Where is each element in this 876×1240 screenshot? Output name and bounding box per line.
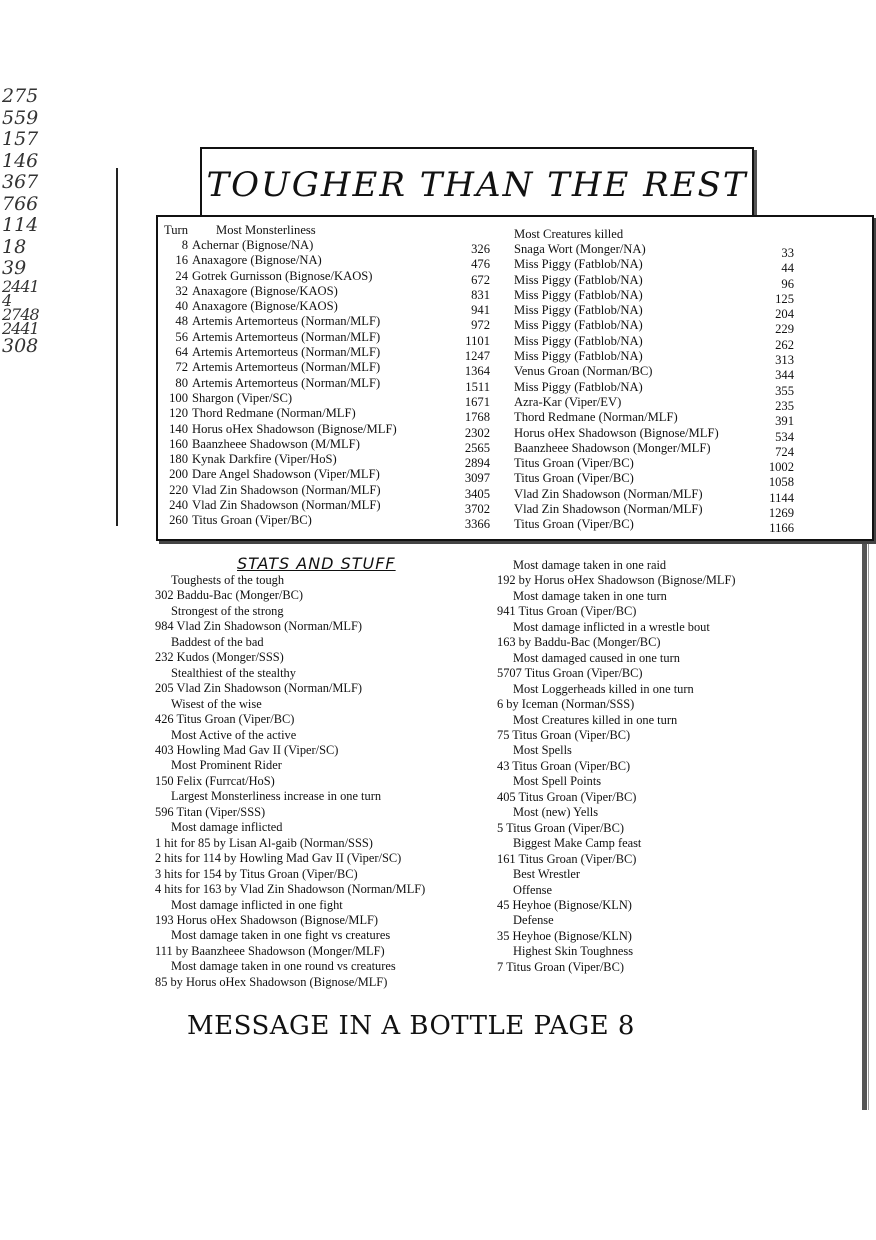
row-creatures-killer: Azra-Kar (Viper/EV) xyxy=(514,394,622,409)
row-creatures-killer: Miss Piggy (Fatblob/NA) xyxy=(514,379,643,394)
row-monsterliness-name: Thord Redmane (Norman/MLF) xyxy=(192,406,356,421)
row-creatures-count: 229 xyxy=(775,322,794,337)
stat-category: Most damage taken in one raid xyxy=(513,558,667,572)
row-monsterliness-name: Gotrek Gurnisson (Bignose/KAOS) xyxy=(192,268,373,283)
row-monsterliness-name: Anaxagore (Bignose/KAOS) xyxy=(192,283,338,298)
stat-record: 192 by Horus oHex Shadowson (Bignose/MLF) xyxy=(497,573,736,588)
row-creatures-killer: Miss Piggy (Fatblob/NA) xyxy=(514,318,643,333)
row-monsterliness-name: Anaxagore (Bignose/KAOS) xyxy=(192,299,338,314)
stat-category: Highest Skin Toughness xyxy=(513,944,634,959)
stat-category: Most Creatures killed in one turn xyxy=(513,712,678,727)
margin-note: 157 xyxy=(2,128,39,150)
row-monsterliness-value: 1671 xyxy=(464,394,490,409)
stat-category: Largest Monsterliness increase in one turn xyxy=(171,789,382,804)
row-creatures-count: 344 xyxy=(775,368,794,383)
stat-record: 426 Titus Groan (Viper/BC) xyxy=(155,712,295,727)
row-monsterliness-name: Achernar (Bignose/NA) xyxy=(192,238,314,252)
stat-record: 5 Titus Groan (Viper/BC) xyxy=(497,820,624,835)
stat-category: Strongest of the strong xyxy=(171,603,284,618)
row-turn: 16 xyxy=(175,253,188,268)
stat-category: Most damage inflicted in one fight xyxy=(171,897,343,912)
row-creatures-killer: Baanzheee Shadowson (Monger/MLF) xyxy=(514,440,711,455)
stat-category: Biggest Make Camp feast xyxy=(513,836,642,851)
margin-note: 308 xyxy=(2,334,39,357)
stat-record: 205 Vlad Zin Shadowson (Norman/MLF) xyxy=(155,681,362,696)
stat-record: 193 Horus oHex Shadowson (Bignose/MLF) xyxy=(155,912,379,927)
stat-category: Baddest of the bad xyxy=(171,634,264,649)
row-turn: 120 xyxy=(169,406,188,421)
row-turn: 260 xyxy=(169,513,188,528)
row-monsterliness-name: Artemis Artemorteus (Norman/MLF) xyxy=(192,314,381,329)
row-creatures-killer: Titus Groan (Viper/BC) xyxy=(514,471,634,486)
stat-category: Most damage taken in one turn xyxy=(513,588,667,603)
stat-record: 161 Titus Groan (Viper/BC) xyxy=(497,851,637,866)
row-creatures-count: 1058 xyxy=(768,475,794,490)
row-monsterliness-name: Baanzheee Shadowson (M/MLF) xyxy=(192,436,360,451)
row-creatures-killer: Horus oHex Shadowson (Bignose/MLF) xyxy=(514,425,719,440)
stat-record: 163 by Baddu-Bac (Monger/BC) xyxy=(497,635,661,650)
row-creatures-killer: Snaga Wort (Monger/NA) xyxy=(514,242,646,256)
records-table xyxy=(156,215,874,541)
stat-record: 3 hits for 154 by Titus Groan (Viper/BC) xyxy=(155,866,358,881)
row-turn: 180 xyxy=(169,452,188,467)
margin-note: 18 xyxy=(2,235,27,258)
row-creatures-count: 235 xyxy=(775,398,794,413)
row-monsterliness-name: Artemis Artemorteus (Norman/MLF) xyxy=(192,329,381,344)
margin-note: 2441 xyxy=(2,276,39,296)
row-turn: 240 xyxy=(169,498,188,513)
stat-category: Most Loggerheads killed in one turn xyxy=(513,681,694,696)
stats-left-column xyxy=(155,573,425,990)
stat-category: Most Active of the active xyxy=(171,727,297,742)
row-monsterliness-value: 3097 xyxy=(464,471,490,486)
margin-note: 367 xyxy=(2,171,39,193)
row-monsterliness-value: 972 xyxy=(471,318,490,333)
stat-record: 45 Heyhoe (Bignose/KLN) xyxy=(497,897,632,912)
row-creatures-killer: Miss Piggy (Fatblob/NA) xyxy=(514,349,643,364)
row-creatures-count: 125 xyxy=(775,291,794,306)
row-monsterliness-name: Titus Groan (Viper/BC) xyxy=(192,513,312,528)
stat-record: 85 by Horus oHex Shadowson (Bignose/MLF) xyxy=(155,974,388,989)
stat-category: Most Spells xyxy=(513,743,572,758)
row-monsterliness-name: Artemis Artemorteus (Norman/MLF) xyxy=(192,360,381,375)
row-turn: 140 xyxy=(169,421,188,436)
row-creatures-killer: Titus Groan (Viper/BC) xyxy=(514,456,634,471)
row-monsterliness-name: Artemis Artemorteus (Norman/MLF) xyxy=(192,345,381,360)
margin-note: 2748 xyxy=(2,304,39,324)
row-monsterliness-value: 1101 xyxy=(465,333,490,348)
stat-record: 150 Felix (Furrcat/HoS) xyxy=(155,773,275,788)
stat-category: Toughests of the tough xyxy=(171,573,285,587)
margin-note: 766 xyxy=(2,192,39,215)
row-creatures-killer: Venus Groan (Norman/BC) xyxy=(514,364,653,379)
row-creatures-killer: Vlad Zin Shadowson (Norman/MLF) xyxy=(514,486,703,501)
row-turn: 40 xyxy=(175,299,188,314)
row-monsterliness-value: 3702 xyxy=(464,502,490,517)
row-monsterliness-value: 2565 xyxy=(464,440,490,455)
stat-category: Wisest of the wise xyxy=(171,696,262,711)
turn-column xyxy=(164,238,188,529)
row-creatures-count: 313 xyxy=(775,353,794,368)
row-turn: 8 xyxy=(181,238,188,252)
monsterliness-name-column xyxy=(192,238,492,529)
row-monsterliness-value: 3366 xyxy=(464,517,490,532)
stat-record: 2 hits for 114 by Howling Mad Gav II (Viper/SC) xyxy=(155,851,402,866)
stat-record: 403 Howling Mad Gav II (Viper/SC) xyxy=(155,742,339,757)
row-creatures-count: 355 xyxy=(775,383,794,398)
row-monsterliness-value: 326 xyxy=(471,242,490,256)
row-creatures-killer: Miss Piggy (Fatblob/NA) xyxy=(514,257,643,272)
stat-category: Most damage taken in one round vs creatures xyxy=(171,959,396,974)
stat-record: 6 by Iceman (Norman/SSS) xyxy=(497,697,635,712)
row-monsterliness-value: 2302 xyxy=(464,425,490,440)
row-creatures-killer: Vlad Zin Shadowson (Norman/MLF) xyxy=(514,502,703,517)
row-creatures-killer: Miss Piggy (Fatblob/NA) xyxy=(514,303,643,318)
row-monsterliness-name: Kynak Darkfire (Viper/HoS) xyxy=(192,452,337,467)
stat-category: Most damage inflicted in a wrestle bout xyxy=(513,619,710,634)
row-monsterliness-value: 3405 xyxy=(464,486,490,501)
title-banner xyxy=(200,147,754,223)
row-creatures-killer: Miss Piggy (Fatblob/NA) xyxy=(514,333,643,348)
row-monsterliness-value: 476 xyxy=(471,257,490,272)
stat-category: Most damage inflicted xyxy=(171,820,283,835)
row-monsterliness-value: 1768 xyxy=(464,410,490,425)
stats-right-column xyxy=(497,558,736,975)
stat-record: 302 Baddu-Bac (Monger/BC) xyxy=(155,588,303,603)
row-creatures-count: 1166 xyxy=(769,521,794,536)
page-title: TOUGHER THAN THE REST xyxy=(206,165,748,205)
stat-record: 43 Titus Groan (Viper/BC) xyxy=(497,758,631,773)
margin-note: 2441 xyxy=(2,318,39,338)
stat-record: 596 Titan (Viper/SSS) xyxy=(155,804,266,819)
row-monsterliness-name: Artemis Artemorteus (Norman/MLF) xyxy=(192,375,381,390)
stat-category: Most damaged caused in one turn xyxy=(513,650,680,665)
row-creatures-count: 1269 xyxy=(768,506,794,521)
row-monsterliness-value: 1364 xyxy=(464,364,490,379)
stat-record: 232 Kudos (Monger/SSS) xyxy=(155,650,284,665)
row-creatures-count: 33 xyxy=(781,246,794,260)
stat-category: Offense xyxy=(513,882,552,897)
row-turn: 80 xyxy=(175,375,188,390)
row-creatures-count: 724 xyxy=(775,444,794,459)
page-footer: MESSAGE IN A BOTTLE PAGE 8 xyxy=(187,1011,635,1041)
row-creatures-count: 534 xyxy=(775,429,794,444)
stat-category: Most (new) Yells xyxy=(513,805,599,820)
stat-category: Best Wrestler xyxy=(513,867,581,882)
stats-heading: STATS AND STUFF xyxy=(237,554,396,573)
margin-note: 559 xyxy=(2,106,39,129)
stat-record: 5707 Titus Groan (Viper/BC) xyxy=(497,666,643,681)
creatures-count-column xyxy=(764,246,794,537)
stat-category: Defense xyxy=(513,913,554,928)
row-creatures-count: 204 xyxy=(775,307,794,322)
margin-note: 39 xyxy=(2,257,27,279)
row-creatures-count: 262 xyxy=(775,337,794,352)
row-turn: 200 xyxy=(169,467,188,482)
monsterliness-value-column xyxy=(458,242,490,533)
row-monsterliness-value: 831 xyxy=(471,287,490,302)
left-margin-rule xyxy=(116,168,118,526)
row-monsterliness-value: 2894 xyxy=(464,456,490,471)
stat-category: Most Prominent Rider xyxy=(171,758,282,773)
row-monsterliness-name: Shargon (Viper/SC) xyxy=(192,390,293,405)
row-creatures-count: 44 xyxy=(781,261,794,276)
handwritten-margin-notes xyxy=(2,86,72,357)
row-turn: 220 xyxy=(169,482,188,497)
row-creatures-killer: Miss Piggy (Fatblob/NA) xyxy=(514,272,643,287)
margin-note: 4 xyxy=(2,290,12,310)
row-turn: 72 xyxy=(175,360,188,375)
stat-record: 405 Titus Groan (Viper/BC) xyxy=(497,789,637,804)
stat-record: 111 by Baanzheee Shadowson (Monger/MLF) xyxy=(155,943,385,958)
row-monsterliness-value: 941 xyxy=(471,303,490,318)
row-monsterliness-name: Vlad Zin Shadowson (Norman/MLF) xyxy=(192,482,381,497)
header-most-creatures-killed: Most Creatures killed xyxy=(514,227,624,241)
row-monsterliness-name: Horus oHex Shadowson (Bignose/MLF) xyxy=(192,421,397,436)
row-turn: 56 xyxy=(175,329,188,344)
row-turn: 100 xyxy=(169,390,188,405)
stat-category: Most damage taken in one fight vs creatures xyxy=(171,928,391,943)
row-monsterliness-name: Vlad Zin Shadowson (Norman/MLF) xyxy=(192,498,381,513)
row-creatures-count: 1002 xyxy=(768,460,794,475)
margin-note: 275 xyxy=(2,85,39,107)
margin-note: 114 xyxy=(2,214,39,236)
row-turn: 160 xyxy=(169,436,188,451)
row-monsterliness-name: Anaxagore (Bignose/NA) xyxy=(192,253,322,268)
stat-record: 984 Vlad Zin Shadowson (Norman/MLF) xyxy=(155,619,362,634)
row-monsterliness-value: 1247 xyxy=(464,349,490,364)
stat-record: 4 hits for 163 by Vlad Zin Shadowson (Norman/MLF) xyxy=(155,882,426,897)
row-creatures-killer: Titus Groan (Viper/BC) xyxy=(514,517,634,532)
row-creatures-count: 1144 xyxy=(769,490,794,505)
row-monsterliness-value: 672 xyxy=(471,272,490,287)
stat-category: Most Spell Points xyxy=(513,774,602,789)
header-most-monsterliness: Most Monsterliness xyxy=(216,223,316,237)
row-creatures-count: 96 xyxy=(781,276,794,291)
stat-category: Stealthiest of the stealthy xyxy=(171,665,296,680)
stat-record: 7 Titus Groan (Viper/BC) xyxy=(497,959,624,974)
row-creatures-killer: Thord Redmane (Norman/MLF) xyxy=(514,410,678,425)
stat-record: 75 Titus Groan (Viper/BC) xyxy=(497,727,631,742)
header-turn: Turn xyxy=(164,223,189,237)
row-creatures-count: 391 xyxy=(775,414,794,429)
row-turn: 32 xyxy=(175,283,188,298)
row-turn: 24 xyxy=(175,268,188,283)
stat-record: 35 Heyhoe (Bignose/KLN) xyxy=(497,928,632,943)
stat-record: 941 Titus Groan (Viper/BC) xyxy=(497,604,637,619)
row-monsterliness-name: Dare Angel Shadowson (Viper/MLF) xyxy=(192,467,380,482)
row-turn: 48 xyxy=(175,314,188,329)
row-creatures-killer: Miss Piggy (Fatblob/NA) xyxy=(514,287,643,302)
row-monsterliness-value: 1511 xyxy=(465,379,490,394)
stat-record: 1 hit for 85 by Lisan Al-gaib (Norman/SSS) xyxy=(155,835,373,850)
row-turn: 64 xyxy=(175,345,188,360)
margin-note: 146 xyxy=(2,149,39,172)
